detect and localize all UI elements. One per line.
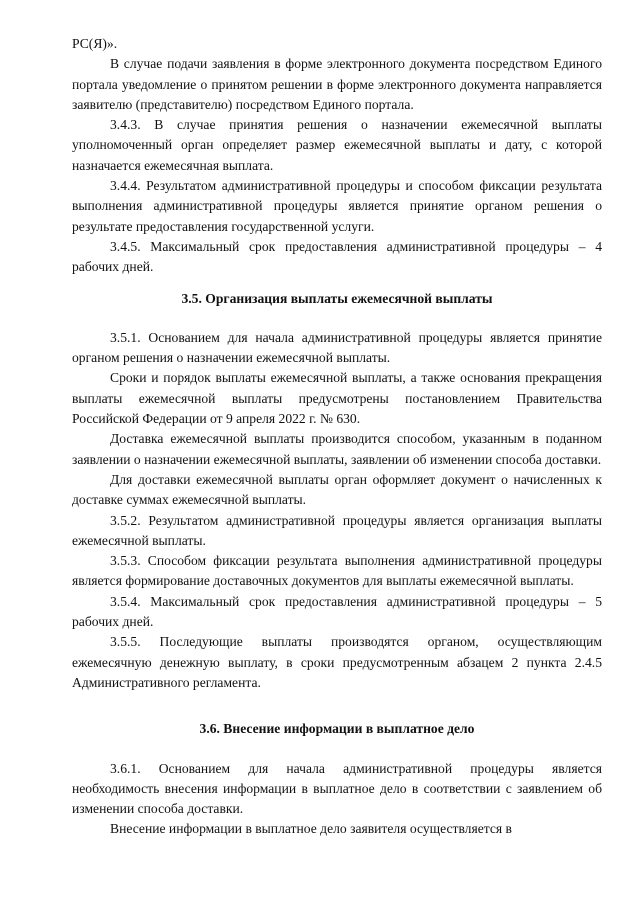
paragraph-3-5-5: 3.5.5. Последующие выплаты производятся органом, осуществляющим ежемесячную денежную выплату, в сроки предусмотренным абзацем 2 пункта 2.4.5 Административного регламента. [72,634,602,690]
paragraph-delivery-method: Доставка ежемесячной выплаты производится способом, указанным в поданном заявлении о назначении ежемесячной выплаты, заявлении об изменении способа доставки. [72,431,602,467]
paragraph-3-4-3: 3.4.3. В случае принятия решения о назначении ежемесячной выплаты уполномоченный орган определяет размер ежемесячной выплаты и дату, с которой назначается ежемесячная выплата. [72,117,602,173]
paragraph-3-4-4: 3.4.4. Результатом административной процедуры и способом фиксации результата выполнения административной процедуры является принятие органом решения о результате предоставления государственной услуги. [72,178,602,234]
document-page [72,34,602,840]
paragraph-payment-terms: Сроки и порядок выплаты ежемесячной выплаты, а также основания прекращения выплаты ежемесячной выплаты предусмотрены постановлением Правительства Российской Федерации от 9 апреля 2022 г. № 630. [72,370,602,427]
paragraph-delivery-document: Для доставки ежемесячной выплаты орган оформляет документ о начисленных к доставке суммах ежемесячной выплаты. [72,471,602,508]
paragraph-3-5-1: 3.5.1. Основанием для начала административной процедуры является принятие органом решения о назначении ежемесячной выплаты. [72,329,602,366]
section-heading-3-6: 3.6. Внесение информации в выплатное дело [199,721,475,737]
section-heading-3-5: 3.5. Организация выплаты ежемесячной выплаты [181,290,493,306]
paragraph-info-entry: Внесение информации в выплатное дело заявителя осуществляется в [110,821,512,837]
paragraph-continuation: РС(Я)». [72,36,118,51]
paragraph-3-5-3: 3.5.3. Способом фиксации результата выполнения административной процедуры является формирование доставочных документов для выплаты ежемесячной выплаты. [72,553,602,589]
paragraph-3-4-5: 3.4.5. Максимальный срок предоставления административной процедуры – 4 рабочих дней. [72,238,602,275]
paragraph-3-6-1: 3.6.1. Основанием для начала административной процедуры является необходимость внесения информации в выплатное дело в соответствии с заявлением об изменении способа доставки. [72,760,602,817]
paragraph-epgu-notice: В случае подачи заявления в форме электронного документа посредством Единого портала уведомление о принятом решении в форме электронного документа направляется заявителю (представителю) посредством Единого портала. [72,56,602,112]
paragraph-3-5-2: 3.5.2. Результатом административной процедуры является организация выплаты ежемесячной выплаты. [72,512,602,548]
paragraph-3-5-4: 3.5.4. Максимальный срок предоставления административной процедуры – 5 рабочих дней. [72,593,602,630]
